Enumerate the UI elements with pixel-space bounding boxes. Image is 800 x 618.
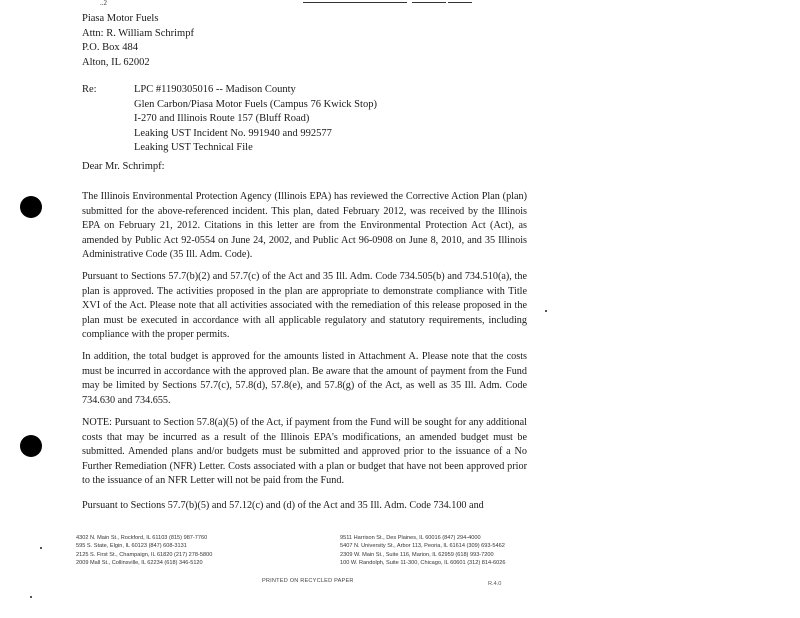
top-cutoff-marks <box>0 0 800 6</box>
addressee-city: Alton, IL 62002 <box>82 56 150 68</box>
re-label: Re: <box>82 84 97 95</box>
addressee-block <box>82 12 194 70</box>
re-line: LPC #1190305016 -- Madison County <box>134 84 296 95</box>
re-subject-block <box>134 83 377 156</box>
body-paragraph: In addition, the total budget is approved for the amounts listed in Attachment A. Please note that the costs must be incurred in accordance with the approved plan. Be aware that the amount of payment from the Fund may be limited by Sections 57.7(c), 57.8(d), 57.8(e), and 57.8(g) of the Act, as well as 35 Ill. Adm. Code 734.630 and 734.655. <box>82 351 527 406</box>
footer-office-line: 5407 N. University St., Arbor 113, Peoria, IL 61614 (309) 693-5462 <box>340 543 505 550</box>
footer-office-line: 9511 Harrison St., Des Plaines, IL 60016 (847) 294-4000 <box>340 535 481 541</box>
scan-speck <box>545 310 547 312</box>
salutation: Dear Mr. Schrimpf: <box>82 161 165 172</box>
note-paragraph: NOTE: Pursuant to Section 57.8(a)(5) of the Act, if payment from the Fund will be sought for any additional costs that may be incurred as a result of the Illinois EPA's modifications, an amended budget must be submitted. Amended plans and/or budgets must be submitted and approved prior to the issuance of a No Further Remediation (NFR) Letter. Costs associated with a plan or budget that have not been approved prior to the issuance of an NFR Letter will not be paid from the Fund. <box>82 417 527 487</box>
footer-office-line: 2125 S. First St., Champaign, IL 61820 (217) 278-5800 <box>76 551 213 558</box>
footer-office-line: 2009 Mall St., Collinsville, IL 62234 (618) 346-5120 <box>76 560 203 567</box>
scan-speck <box>40 547 42 549</box>
footer-office-line: 595 S. State, Elgin, IL 60123 (847) 608-3131 <box>76 543 187 550</box>
recycled-paper-notice: PRINTED ON RECYCLED PAPER <box>262 578 354 584</box>
re-line: Glen Carbon/Piasa Motor Fuels (Campus 76 Kwick Stop) <box>134 98 377 110</box>
re-line: Leaking UST Technical File <box>134 142 253 153</box>
footer-office-line: 2309 W. Main St., Suite 116, Marion, IL 62959 (618) 993-7200 <box>340 551 494 558</box>
scan-speck <box>30 596 32 598</box>
punch-hole <box>20 435 42 457</box>
addressee-attn: Attn: R. William Schrimpf <box>82 27 194 39</box>
re-line: I-270 and Illinois Route 157 (Bluff Road) <box>134 113 310 124</box>
footer-office-line: 100 W. Randolph, Suite 11-300, Chicago, IL 60601 (312) 814-6026 <box>340 560 506 567</box>
body-paragraph: Pursuant to Sections 57.7(b)(2) and 57.7(c) of the Act and 35 Ill. Adm. Code 734.505(b) and 734.510(a), the plan is approved. The activities proposed in the plan are appropriate to demonstrate compliance with Title XVI of the Act. Please note that all activities associated with the remediation of this release proposed in the plan must be executed in accordance with all applicable regulatory and statutory requirements, including compliance with the proper permits. <box>82 271 527 341</box>
footer-offices-right <box>340 534 505 568</box>
body-paragraph: The Illinois Environmental Protection Agency (Illinois EPA) has reviewed the Corrective Action Plan (plan) submitted for the above-referenced incident. This plan, dated February 2012, was received by the Illinois EPA on February 21, 2012. Citations in this letter are from the Environmental Protection Act (Act), as amended by Public Act 92-0554 on June 24, 2002, and Public Act 96-0908 on June 8, 2010, and 35 Illinois Administrative Code (35 Ill. Adm. Code). <box>82 191 527 261</box>
re-line: Leaking UST Incident No. 991940 and 992577 <box>134 127 332 139</box>
header-fragment: ..2 <box>100 0 107 7</box>
footer-office-line: 4302 N. Main St., Rockford, IL 61103 (815) 987-7760 <box>76 535 208 541</box>
punch-hole <box>20 196 42 218</box>
addressee-po-box: P.O. Box 484 <box>82 42 139 53</box>
form-reference: R.4.0 <box>488 581 502 587</box>
footer-offices-left <box>76 534 212 568</box>
addressee-name: Piasa Motor Fuels <box>82 13 159 24</box>
body-paragraph: Pursuant to Sections 57.7(b)(5) and 57.12(c) and (d) of the Act and 35 Ill. Adm. Code 734.100 and <box>82 500 484 511</box>
